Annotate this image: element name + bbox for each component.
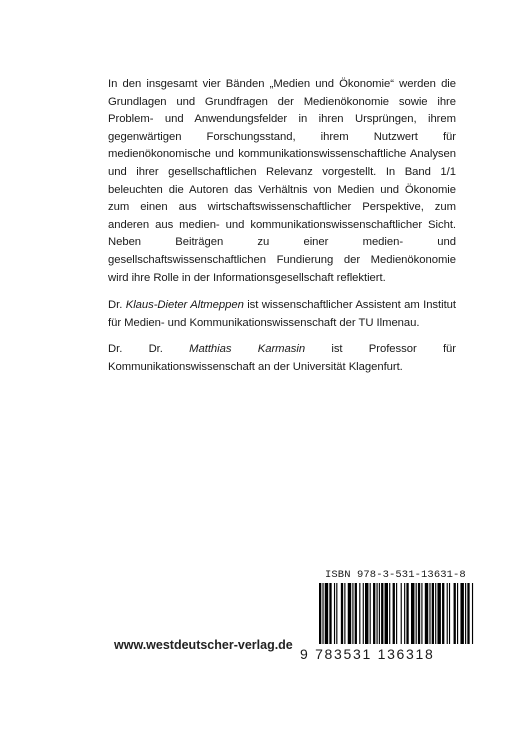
author-2-name: Matthias Karmasin <box>189 343 306 356</box>
author-bio-2 <box>108 341 456 376</box>
author-2-bio: ist Professor für Kommunikationswissenschaft an der Universität Klagenfurt. <box>108 343 457 373</box>
author-2-prefix: Dr. Dr. <box>108 343 163 356</box>
isbn-label: ISBN 978-3-531-13631-8 <box>325 569 466 581</box>
isbn-barcode <box>317 583 477 644</box>
author-1-name: Klaus-Dieter Altmeppen <box>125 299 244 312</box>
barcode-digits: 9 783531 136318 <box>300 646 435 662</box>
author-1-bio: ist wissenschaftlicher Assistent am Institut für Medien- und Kommunikationswissenschaft der TU Ilmenau. <box>108 299 456 329</box>
back-cover-text <box>108 76 456 386</box>
author-bio-1 <box>108 297 456 332</box>
description-paragraph: In den insgesamt vier Bänden „Medien und Ökonomie“ werden die Grundlagen und Grundfragen der Medienökonomie sowie ihre Problem- und Anwendungsfelder in ihren Ursprüngen, ihrem gegenwärtigen Forschungsstand, ihrem Nutzwert für medienökonomische und kommunikationswissenschaftliche Analysen und ihrer gesellschaftlichen Relevanz vorgestellt. In Band 1/1 beleuchten die Autoren das Verhältnis von Medien und Ökonomie zum einen aus wirtschaftswissenschaftlicher Perspektive, zum anderen aus medien- und kommunikationswissenschaftlicher Sicht. Neben Beiträgen zu einer medien- und gesellschaftswissenschaftlichen Fundierung der Medienökonomie wird ihre Rolle in der Informationsgesellschaft reflektiert. <box>108 78 456 284</box>
publisher-url: www.westdeutscher-verlag.de <box>114 638 293 652</box>
author-1-prefix: Dr. <box>108 299 123 312</box>
